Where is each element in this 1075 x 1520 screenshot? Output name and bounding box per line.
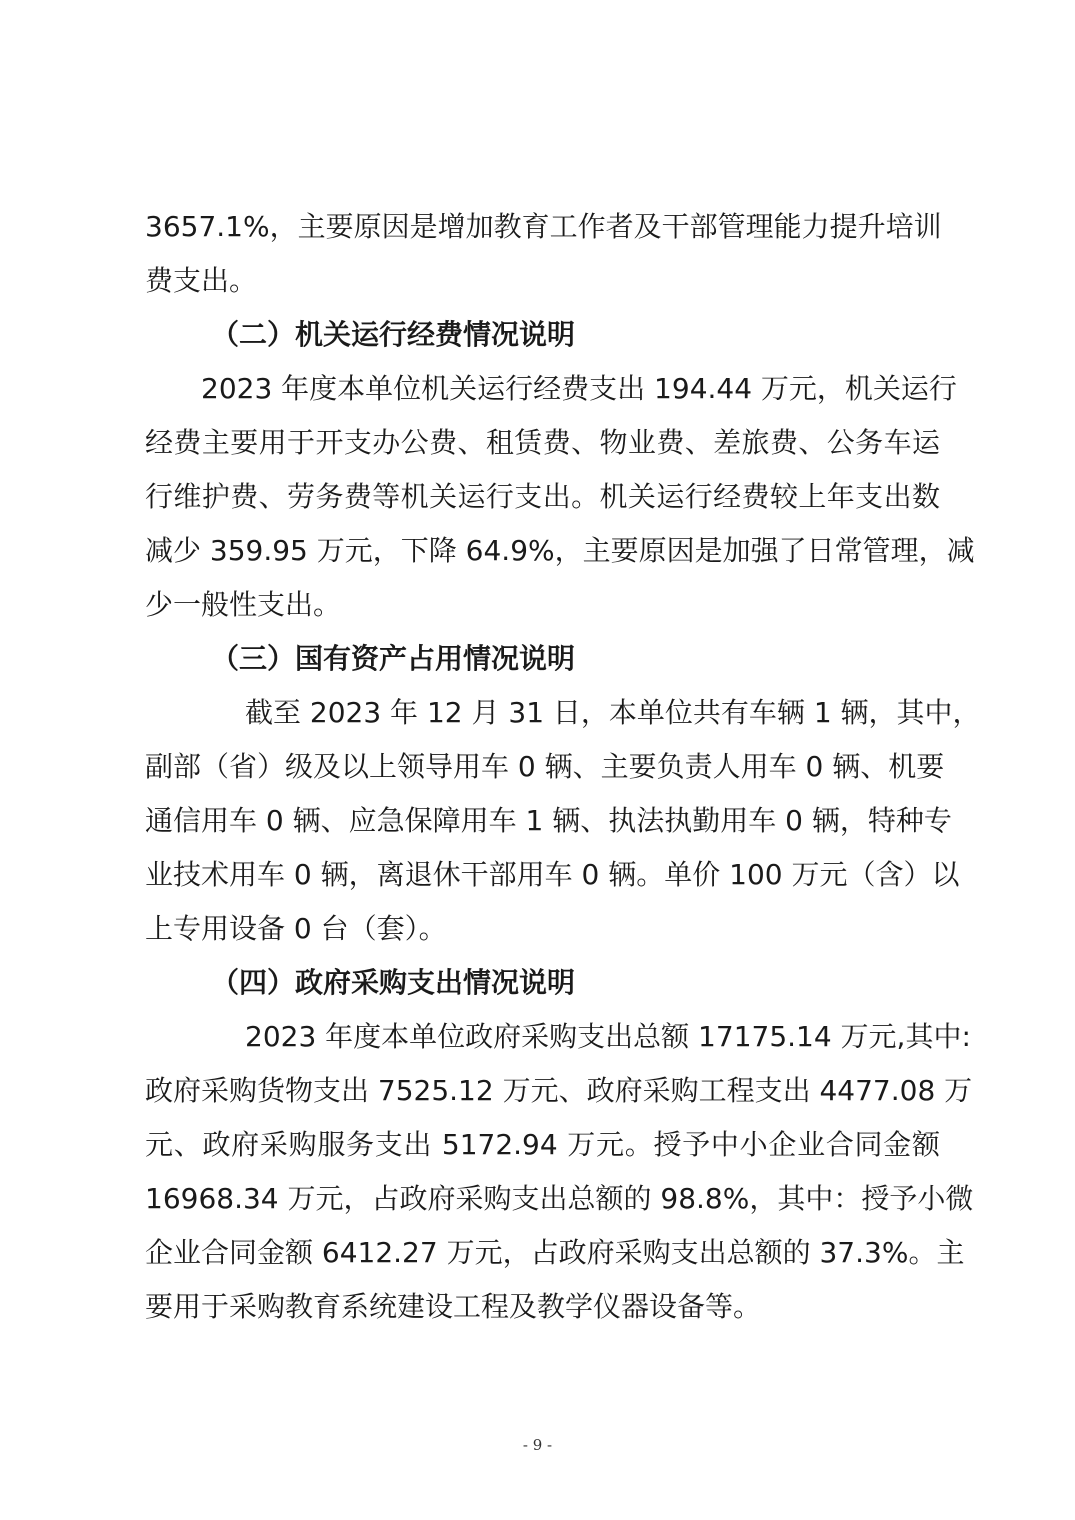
text-line: 业技术用车 0 辆，离退休干部用车 0 辆。单价 100 万元（含）以 [145, 858, 960, 891]
text-line: 截至 2023 年 12 月 31 日，本单位共有车辆 1 辆，其中， [245, 696, 981, 729]
text-line: 3657.1%，主要原因是增加教育工作者及干部管理能力提升培训 [145, 210, 942, 243]
text-line: 副部（省）级及以上领导用车 0 辆、主要负责人用车 0 辆、机要 [145, 750, 945, 783]
section-heading: （二）机关运行经费情况说明 [211, 318, 576, 351]
text-line: 元、政府采购服务支出 5172.94 万元。授予中小企业合同金额 [145, 1128, 940, 1161]
text-line: 通信用车 0 辆、应急保障用车 1 辆、执法执勤用车 0 辆，特种专 [145, 804, 952, 837]
section-heading: （三）国有资产占用情况说明 [211, 642, 576, 675]
text-line: 经费主要用于开支办公费、租赁费、物业费、差旅费、公务车运 [145, 426, 940, 459]
text-line: 2023 年度本单位政府采购支出总额 17175.14 万元,其中: [245, 1020, 971, 1053]
text-line: 减少 359.95 万元，下降 64.9%，主要原因是加强了日常管理，减 [145, 534, 975, 567]
section-heading: （四）政府采购支出情况说明 [211, 966, 576, 999]
text-line: 企业合同金额 6412.27 万元，占政府采购支出总额的 37.3%。主 [145, 1236, 965, 1269]
paragraph [145, 1010, 974, 1334]
text-line: 要用于采购教育系统建设工程及教学仪器设备等。 [145, 1290, 762, 1323]
text-line: 2023 年度本单位机关运行经费支出 194.44 万元，机关运行 [201, 372, 957, 405]
paragraph [145, 686, 981, 956]
document-body [145, 200, 981, 1334]
text-line: 上专用设备 0 台（套）。 [145, 912, 447, 945]
paragraph [145, 362, 975, 632]
text-line: 16968.34 万元，占政府采购支出总额的 98.8%，其中：授予小微 [145, 1182, 974, 1215]
text-line: 行维护费、劳务费等机关运行支出。机关运行经费较上年支出数 [145, 480, 940, 513]
text-line: 少一般性支出。 [145, 588, 342, 621]
text-line: 政府采购货物支出 7525.12 万元、政府采购工程支出 4477.08 万 [145, 1074, 973, 1107]
page-number: - 9 - [522, 1436, 553, 1454]
text-line: 费支出。 [145, 264, 258, 297]
paragraph [145, 200, 940, 308]
